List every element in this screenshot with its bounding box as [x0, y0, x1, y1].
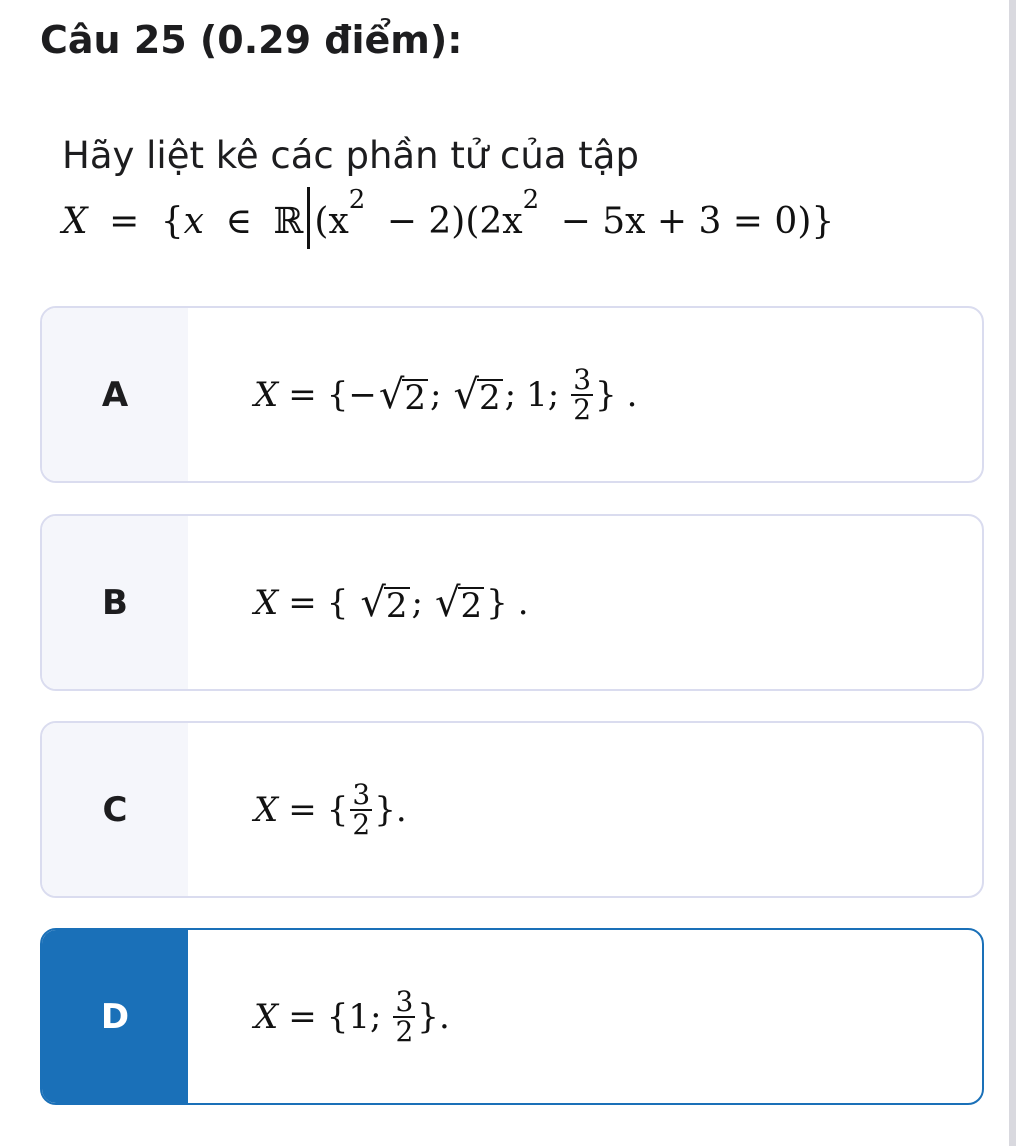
formula-close: }	[595, 374, 617, 415]
option-c[interactable]	[40, 721, 984, 898]
formula-one: 1	[526, 374, 548, 415]
formula-lhs: X	[254, 996, 279, 1037]
formula-end: .	[626, 374, 638, 415]
formula-close: }	[374, 789, 396, 830]
fraction-num: 3	[573, 362, 592, 396]
formula-sep: ;	[430, 374, 442, 415]
fraction	[393, 984, 415, 1048]
sqrt-arg: 2	[404, 377, 426, 418]
formula-eq: =	[288, 789, 317, 830]
sqrt: √ 2	[378, 371, 426, 418]
formula-lhs: X	[254, 374, 279, 415]
formula-sep: ;	[370, 996, 382, 1037]
formula-pow2: 2	[522, 185, 540, 215]
formula-set-close: }	[811, 201, 835, 242]
formula-open: {	[326, 582, 349, 623]
fraction-den: 2	[395, 1014, 414, 1048]
formula-part3: − 5x + 3 = 0)	[560, 201, 812, 242]
formula-part1: (x	[314, 201, 349, 242]
fraction	[350, 777, 372, 841]
formula-end: .	[438, 996, 450, 1037]
formula-close: }	[417, 996, 439, 1037]
formula-eq: =	[288, 996, 317, 1037]
fraction-den: 2	[352, 807, 371, 841]
formula-one: 1	[348, 996, 370, 1037]
formula-in: ∈	[225, 201, 253, 242]
fraction-num: 3	[395, 984, 414, 1018]
formula-sep: ;	[411, 582, 423, 623]
formula-set-open: {	[160, 201, 184, 242]
fraction	[571, 362, 593, 426]
formula-open: {	[326, 374, 349, 415]
sqrt-arg: 2	[478, 377, 501, 418]
question-prompt: Hãy liệt kê các phần tử của tập	[62, 134, 639, 177]
formula-eq: =	[288, 582, 317, 623]
option-letter: A	[101, 374, 129, 415]
question-title: Câu 25 (0.29 điểm):	[40, 18, 463, 62]
formula-open: {	[326, 789, 349, 830]
sqrt: √ 2	[453, 371, 501, 418]
formula-lhs: X	[254, 789, 279, 830]
option-formula	[254, 579, 529, 626]
sqrt: √ 2	[434, 579, 483, 626]
option-letter: B	[102, 582, 128, 623]
formula-eq: =	[288, 374, 317, 415]
option-a[interactable]	[40, 306, 984, 483]
option-letter: C	[102, 789, 128, 830]
option-d[interactable]	[40, 928, 984, 1105]
formula-reals: ℝ	[273, 201, 304, 242]
formula-sep: ;	[547, 374, 560, 415]
formula-lhs: X	[254, 582, 279, 623]
formula-bar	[307, 187, 310, 249]
formula-lhs: X	[62, 201, 88, 242]
option-letter: D	[100, 996, 130, 1037]
sqrt-arg: 2	[460, 585, 483, 626]
fraction-den: 2	[573, 392, 592, 426]
formula-pow1: 2	[348, 185, 366, 215]
formula-open: {	[326, 996, 349, 1037]
option-formula	[254, 777, 407, 841]
option-formula	[254, 984, 450, 1048]
formula-eq: =	[109, 201, 140, 242]
formula-sep: ;	[504, 374, 517, 415]
option-b[interactable]	[40, 514, 984, 691]
sqrt-arg: 2	[385, 585, 408, 626]
option-formula	[254, 362, 638, 426]
formula-end: .	[517, 582, 529, 623]
scrollbar[interactable]	[1009, 0, 1016, 1146]
formula-neg: −	[348, 374, 377, 415]
sqrt: √ 2	[360, 579, 408, 626]
formula-close: }	[486, 582, 508, 623]
formula-var: x	[183, 201, 204, 242]
question-formula	[62, 182, 834, 255]
fraction-num: 3	[352, 777, 371, 811]
formula-end: .	[395, 789, 407, 830]
formula-part2: − 2)(2x	[386, 201, 523, 242]
